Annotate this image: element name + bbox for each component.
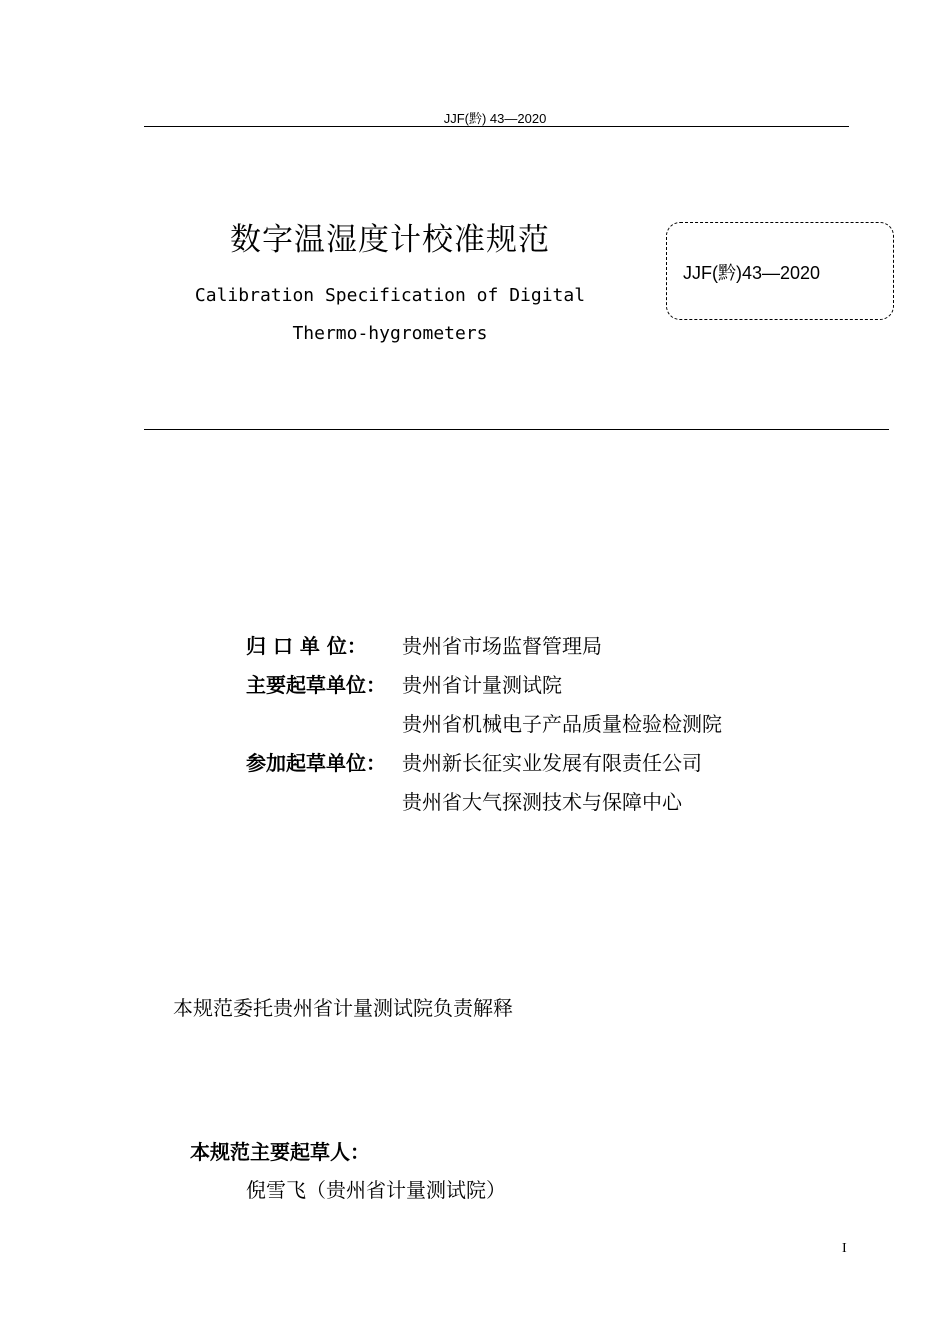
- title-english-line-1: Calibration Specification of Digital: [194, 285, 586, 306]
- participating-unit-1: 贵州新长征实业发展有限责任公司: [402, 751, 702, 775]
- main-drafters-heading: 本规范主要起草人：: [190, 1140, 370, 1164]
- header-divider: [144, 126, 849, 127]
- participating-unit-2: 贵州省大气探测技术与保障中心: [402, 790, 682, 814]
- standard-code-text: JJF(黔)43—2020: [683, 263, 821, 283]
- interpretation-statement: 本规范委托贵州省计量测试院负责解释: [173, 996, 513, 1020]
- drafter-item: 倪雪飞（贵州省计量测试院）: [246, 1178, 506, 1202]
- page-number: I: [842, 1241, 847, 1256]
- header-standard-code: JJF(黔) 43—2020: [443, 111, 547, 126]
- participating-unit-label: 参加起草单位：: [246, 751, 386, 775]
- title-chinese: 数字温湿度计校准规范: [230, 222, 550, 258]
- section-divider: [144, 429, 889, 430]
- title-english-line-2: Thermo-hygrometers: [292, 323, 488, 344]
- main-drafting-unit-1: 贵州省计量测试院: [402, 673, 562, 697]
- responsible-unit-value: 贵州省市场监督管理局: [402, 634, 602, 658]
- standard-code-box: [666, 222, 894, 320]
- responsible-unit-label: 归 口 单 位：: [246, 634, 367, 658]
- main-drafting-unit-label: 主要起草单位：: [246, 673, 386, 697]
- main-drafting-unit-2: 贵州省机械电子产品质量检验检测院: [402, 712, 722, 736]
